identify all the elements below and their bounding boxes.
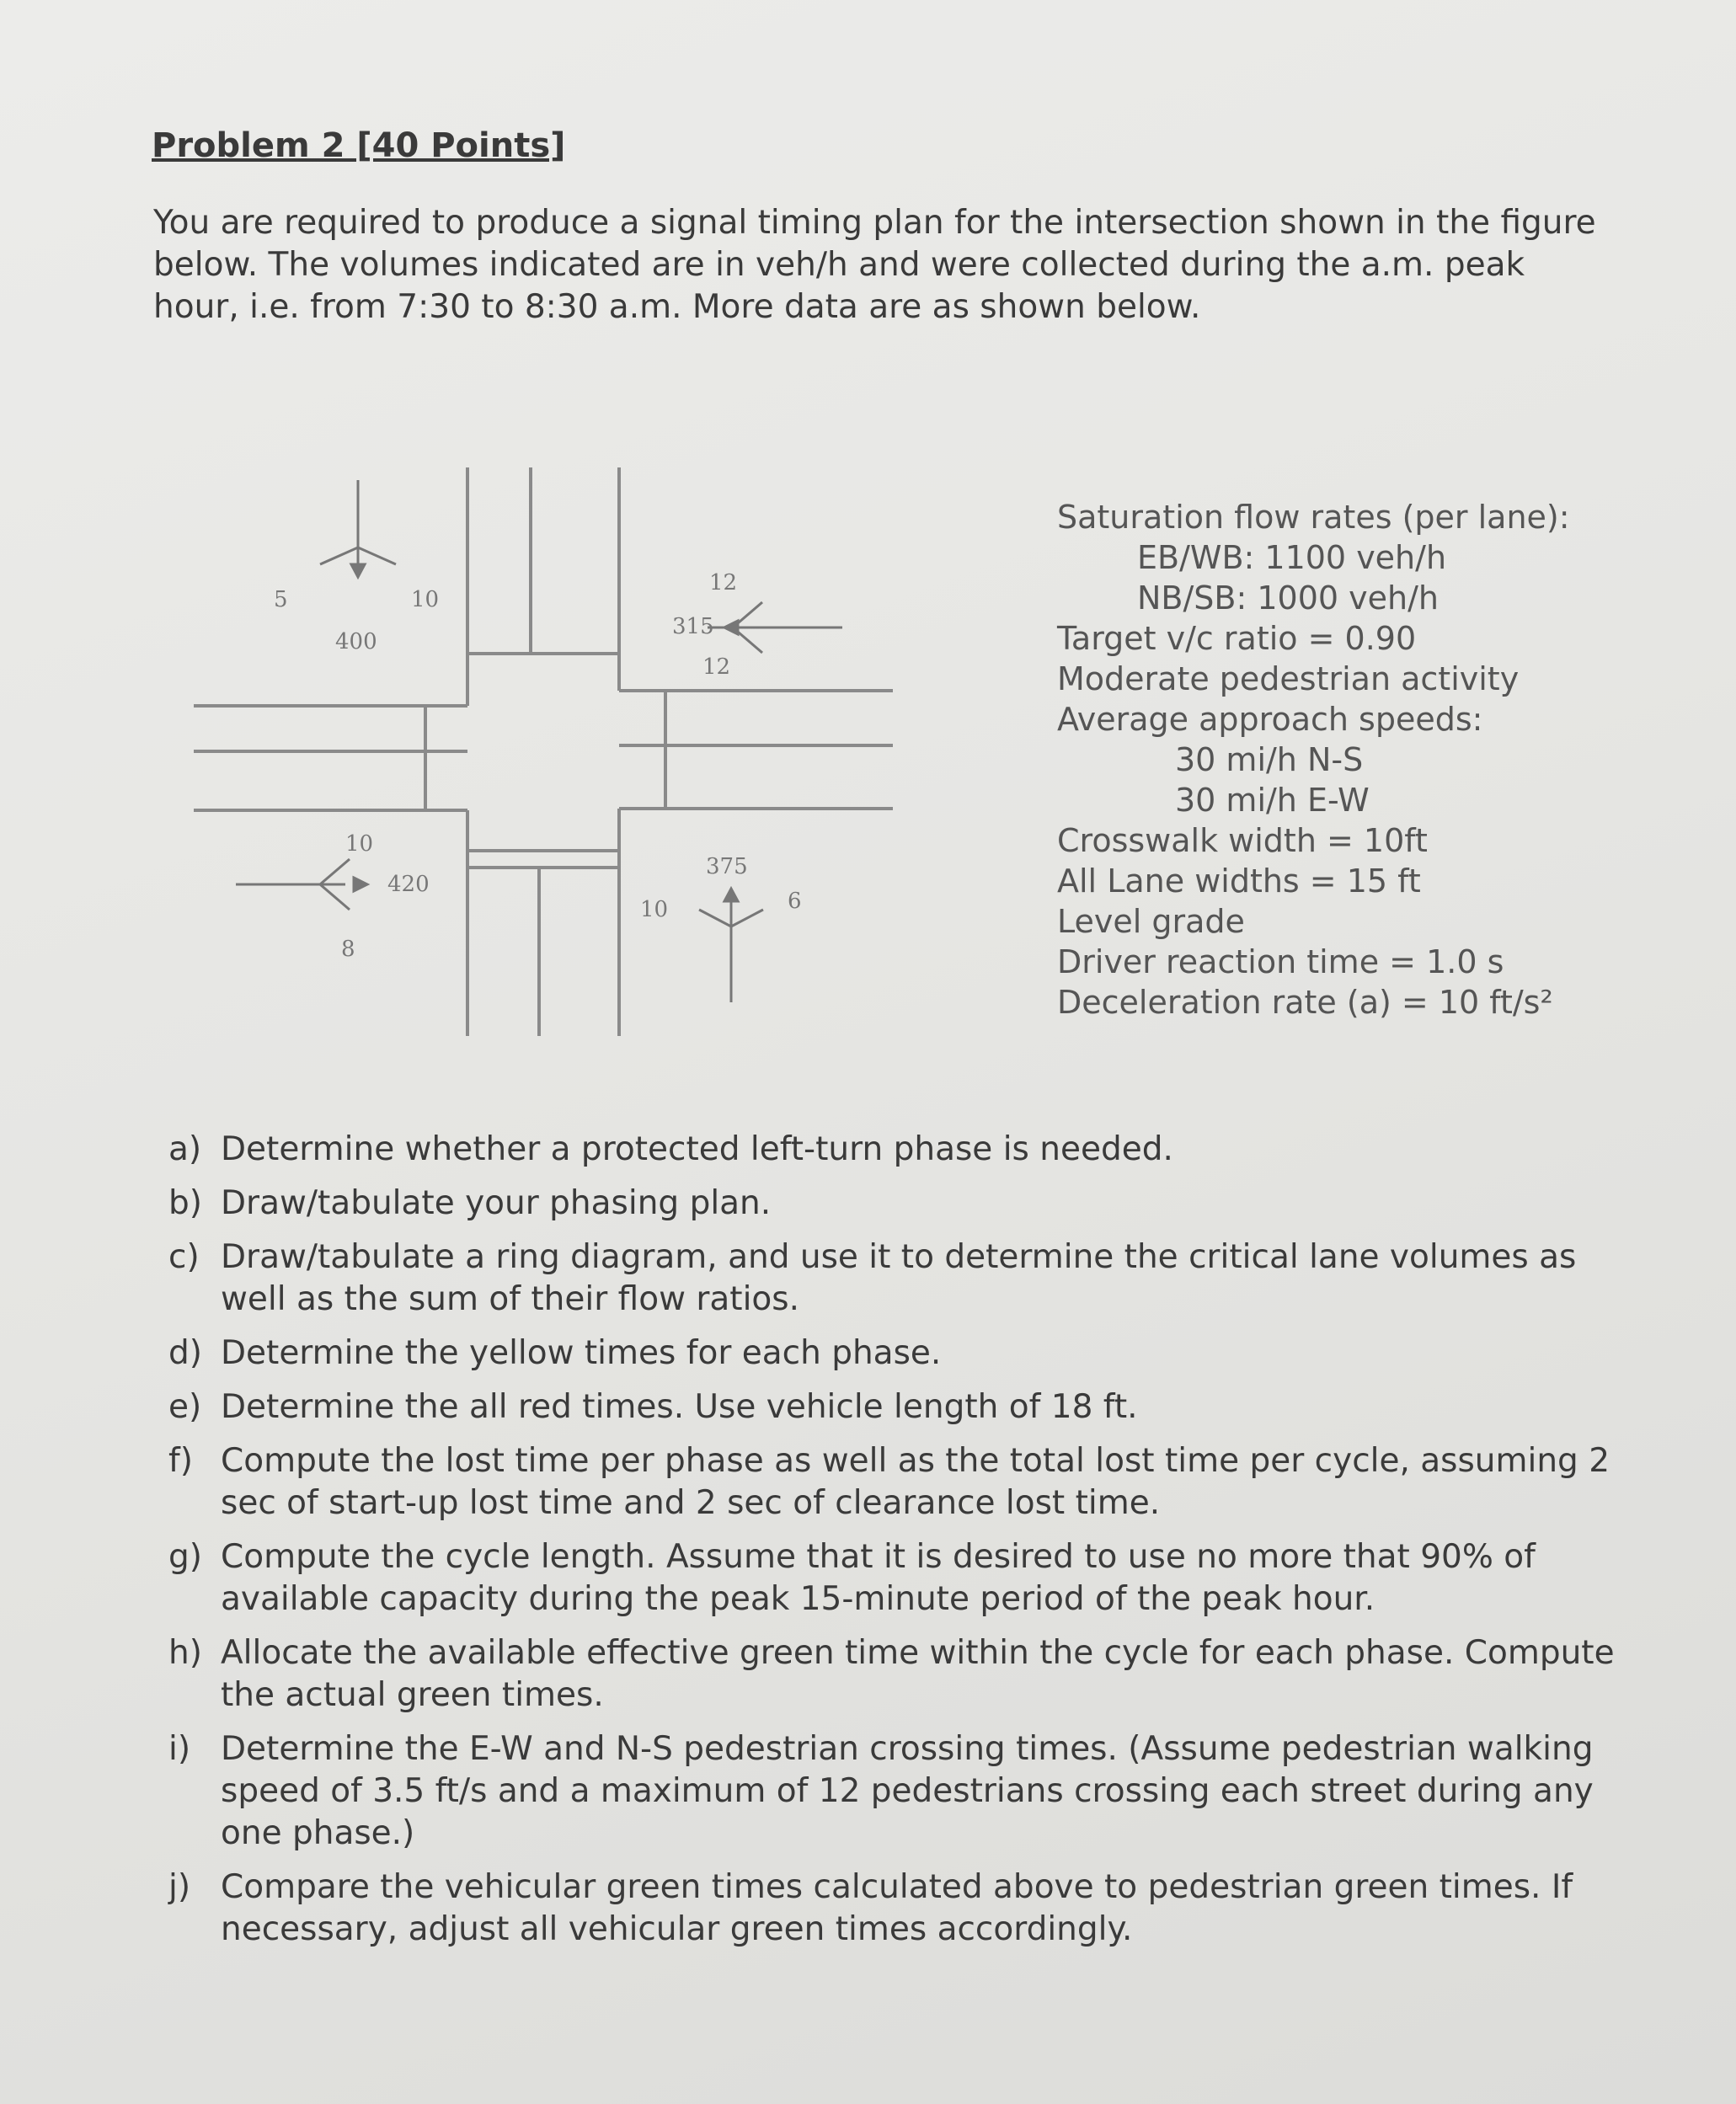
eb-right-volume: 8 bbox=[341, 937, 355, 962]
data-block bbox=[1057, 497, 1647, 1023]
pedestrian-activity: Moderate pedestrian activity bbox=[1057, 660, 1520, 697]
deceleration-rate: Deceleration rate (a) = 10 ft/s² bbox=[1057, 984, 1553, 1021]
question-label: b) bbox=[168, 1184, 202, 1222]
question-text: Determine the E-W and N-S pedestrian crossing times. (Assume pedestrian walking speed of 3.5 ft/s and a maximum of 12 pedestrians crossing each street during any one phase.) bbox=[221, 1730, 1594, 1852]
nb-right-volume: 6 bbox=[788, 889, 802, 914]
wb-left-volume: 12 bbox=[702, 654, 731, 680]
question-item bbox=[168, 1129, 1617, 1171]
question-item bbox=[168, 1386, 1617, 1428]
nb-arrows bbox=[699, 889, 763, 1002]
question-item bbox=[168, 1183, 1617, 1225]
question-text: Allocate the available effective green time within the cycle for each phase. Compute the actual green times. bbox=[221, 1634, 1615, 1714]
intersection-diagram bbox=[185, 455, 918, 1044]
question-label: d) bbox=[168, 1334, 202, 1372]
question-text: Compute the lost time per phase as well as the total lost time per cycle, assuming 2 sec of start-up lost time and 2 sec of clearance lost time. bbox=[221, 1442, 1610, 1522]
question-label: j) bbox=[168, 1868, 191, 1906]
sb-left-volume: 5 bbox=[274, 587, 288, 612]
question-text: Draw/tabulate your phasing plan. bbox=[221, 1184, 772, 1222]
wb-right-volume: 12 bbox=[709, 570, 738, 595]
question-item bbox=[168, 1728, 1617, 1855]
question-label: e) bbox=[168, 1388, 202, 1426]
intro-paragraph: You are required to produce a signal timing plan for the intersection shown in the figure below. The volumes indicated are in veh/h and were collected during the a.m. peak hour, i.e. from 7:30 to 8:30 a.m. More data are as shown below. bbox=[153, 204, 1596, 326]
question-text: Draw/tabulate a ring diagram, and use it to determine the critical lane volumes as well as the sum of their flow ratios. bbox=[221, 1238, 1577, 1318]
wb-through-volume: 315 bbox=[672, 614, 714, 639]
wb-arrows bbox=[708, 602, 842, 653]
question-item bbox=[168, 1536, 1617, 1621]
saturation-heading: Saturation flow rates (per lane): bbox=[1057, 499, 1570, 536]
eb-left-volume: 10 bbox=[345, 831, 374, 857]
question-text: Compute the cycle length. Assume that it is desired to use no more that 90% of available capacity during the peak 15-minute period of the peak hour. bbox=[221, 1538, 1536, 1618]
target-vc: Target v/c ratio = 0.90 bbox=[1057, 620, 1417, 657]
question-label: a) bbox=[168, 1130, 202, 1168]
question-text: Determine whether a protected left-turn phase is needed. bbox=[221, 1130, 1173, 1168]
nb-left-volume: 10 bbox=[640, 897, 669, 922]
reaction-time: Driver reaction time = 1.0 s bbox=[1057, 943, 1504, 980]
sb-through-volume: 400 bbox=[335, 629, 377, 654]
problem-title: Problem 2 [40 Points] bbox=[152, 126, 566, 165]
question-label: f) bbox=[168, 1442, 193, 1480]
sb-arrows bbox=[320, 480, 396, 577]
road-lines bbox=[194, 467, 893, 1036]
question-item bbox=[168, 1440, 1617, 1525]
eb-arrows bbox=[236, 859, 367, 910]
question-item bbox=[168, 1866, 1617, 1951]
crosswalk-width: Crosswalk width = 10ft bbox=[1057, 822, 1428, 859]
eb-through-volume: 420 bbox=[387, 872, 430, 897]
questions-list bbox=[168, 1129, 1617, 1962]
saturation-ew: EB/WB: 1100 veh/h bbox=[1137, 539, 1447, 576]
nb-through-volume: 375 bbox=[706, 854, 748, 879]
question-label: i) bbox=[168, 1730, 191, 1768]
question-item bbox=[168, 1236, 1617, 1321]
sb-right-volume: 10 bbox=[411, 587, 440, 612]
question-item bbox=[168, 1332, 1617, 1375]
question-text: Compare the vehicular green times calculated above to pedestrian green times. If necessary, adjust all vehicular green times accordingly. bbox=[221, 1868, 1573, 1948]
question-label: g) bbox=[168, 1538, 202, 1576]
question-text: Determine the all red times. Use vehicle length of 18 ft. bbox=[221, 1388, 1138, 1426]
question-label: h) bbox=[168, 1634, 202, 1672]
speeds-heading: Average approach speeds: bbox=[1057, 701, 1483, 738]
question-text: Determine the yellow times for each phase. bbox=[221, 1334, 942, 1372]
grade: Level grade bbox=[1057, 903, 1245, 940]
question-label: c) bbox=[168, 1238, 200, 1276]
intersection-svg bbox=[185, 455, 918, 1044]
speed-ns: 30 mi/h N-S bbox=[1175, 741, 1364, 778]
lane-widths: All Lane widths = 15 ft bbox=[1057, 862, 1421, 900]
saturation-ns: NB/SB: 1000 veh/h bbox=[1137, 579, 1439, 617]
speed-ew: 30 mi/h E-W bbox=[1175, 782, 1370, 819]
question-item bbox=[168, 1632, 1617, 1717]
